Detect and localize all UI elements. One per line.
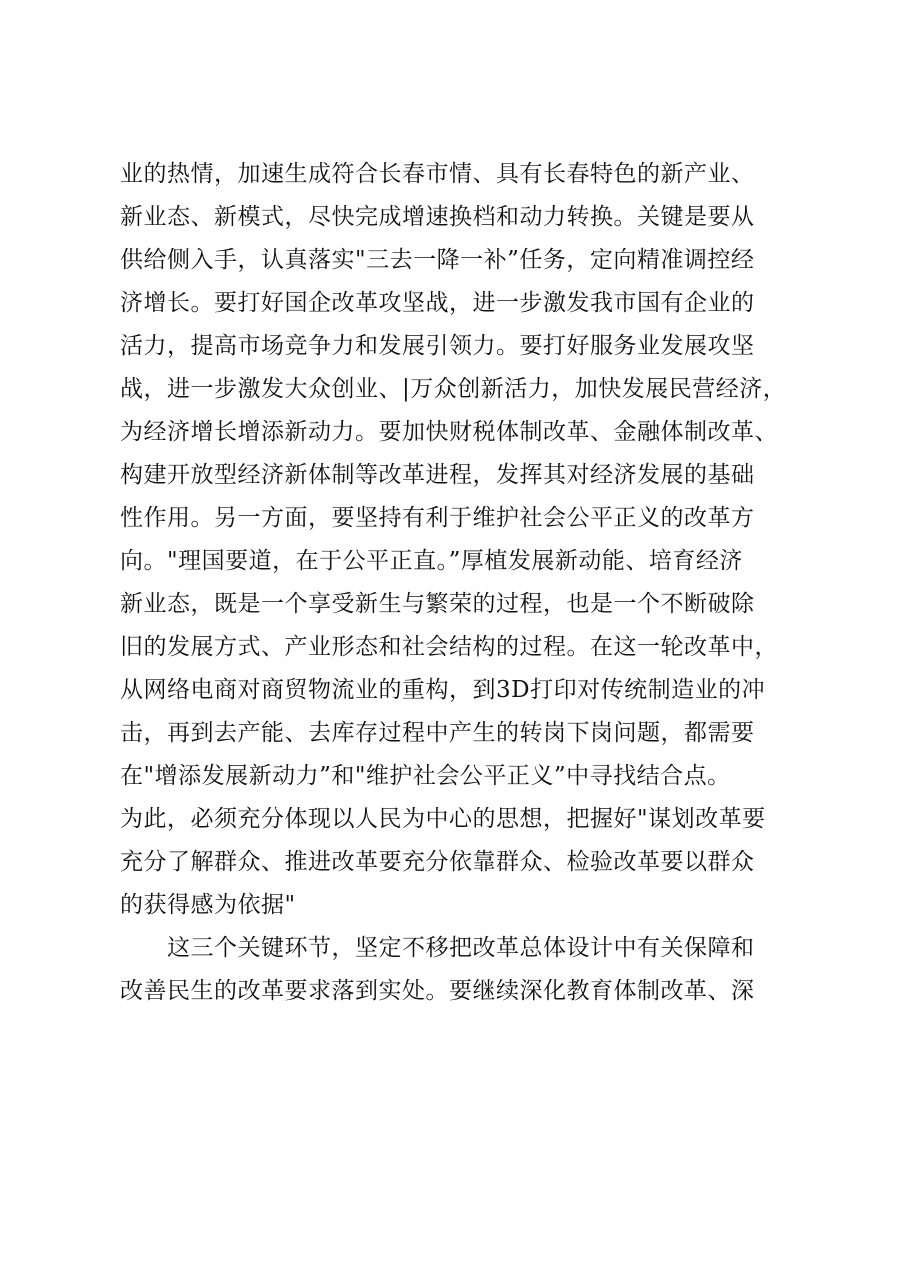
text-line: 为此，必须充分体现以人民为中心的思想，把握好"谋划改革要 [120, 806, 766, 832]
text-line: 供给侧入手，认真落实"三去一降一补”任务，定向精准调控经 [120, 247, 755, 273]
text-line: 新业态，既是一个享受新生与繁荣的过程，也是一个不断破除 [120, 591, 755, 617]
text-line: 向。"理国要道，在于公平正直。”厚植发展新动能、培育经济 [120, 548, 743, 574]
text-line: 活力，提高市场竞争力和发展引领力。要打好服务业发展攻坚 [120, 333, 755, 359]
text-line: 击，再到去产能、去库存过程中产生的转岗下岗问题，都需要 [120, 720, 755, 746]
text-line: 改善民生的改革要求落到实处。要继续深化教育体制改革、深 [120, 978, 755, 1004]
text-line: 这三个关键环节，坚定不移把改革总体设计中有关保障和 [120, 935, 755, 961]
text-line: 济增长。要打好国企改革攻坚战，进一步激发我市国有企业的 [120, 290, 755, 316]
text-line: 业的热情，加速生成符合长春市情、具有长春特色的新产业、 [120, 161, 755, 187]
text-line: 在"增添发展新动力”和"维护社会公平正义”中寻找结合点。 [120, 763, 731, 789]
text-line: 充分了解群众、推进改革要充分依靠群众、检验改革要以群众 [120, 849, 755, 875]
text-line: 旧的发展方式、产业形态和社会结构的过程。在这一轮改革中， [120, 634, 778, 660]
text-line: 新业态、新模式，尽快完成增速换档和动力转换。关键是要从 [120, 204, 755, 230]
paragraph-1 [120, 153, 820, 927]
paragraph-2 [120, 927, 820, 1013]
text-line: 性作用。另一方面，要坚持有利于维护社会公平正义的改革方 [120, 505, 755, 531]
document-body [120, 153, 820, 1013]
text-line: 战，进一步激发大众创业、|万众创新活力，加快发展民营经济， [120, 376, 787, 402]
text-line: 构建开放型经济新体制等改革进程，发挥其对经济发展的基础 [120, 462, 755, 488]
text-line: 的获得感为依据" [120, 892, 296, 918]
text-line: 从网络电商对商贸物流业的重构，到3D打印对传统制造业的冲 [120, 677, 766, 703]
text-line: 为经济增长增添新动力。要加快财税体制改革、金融体制改革、 [120, 419, 778, 445]
